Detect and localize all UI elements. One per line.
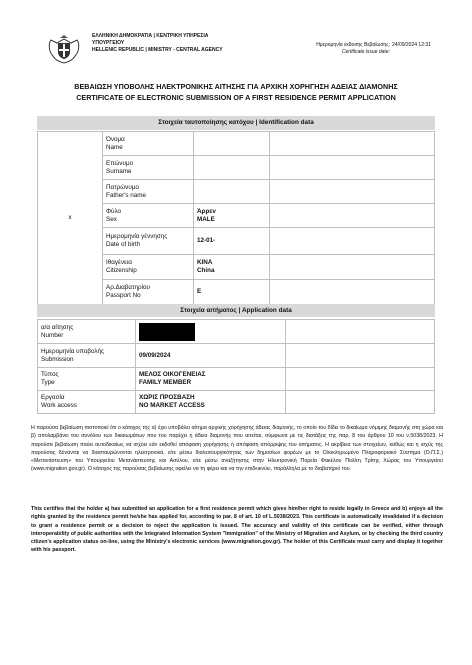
field-value: ΧΩΡΙΣ ΠΡΟΣΒΑΣΗ NO MARKET ACCESS bbox=[136, 391, 286, 414]
ministry-line: ΕΛΛΗΝΙΚΗ ΔΗΜΟΚΡΑΤΙΑ | ΚΕΝΤΡΙΚΗ ΥΠΗΡΕΣΙΑ bbox=[92, 33, 209, 39]
issue-date-block bbox=[272, 42, 462, 56]
field-value: KINA China bbox=[194, 255, 270, 280]
identification-table bbox=[37, 131, 435, 305]
document-title bbox=[10, 81, 462, 103]
issue-date-label-gr: Ημερομηνία έκδοσης Βεβαίωσης: bbox=[316, 42, 390, 48]
field-extra bbox=[270, 156, 435, 180]
field-label: Επώνυμο Surname bbox=[103, 156, 194, 180]
field-extra bbox=[270, 280, 435, 305]
field-extra bbox=[286, 344, 435, 368]
issue-date-label-en: Certificate issue date: bbox=[341, 49, 390, 55]
table-row bbox=[38, 368, 435, 391]
ministry-name bbox=[92, 33, 272, 54]
field-value: ΜΕΛΟΣ ΟΙΚΟΓΕΝΕΙΑΣ FAMILY MEMBER bbox=[136, 368, 286, 391]
field-value: 09/09/2024 bbox=[136, 344, 286, 368]
field-extra bbox=[270, 180, 435, 204]
field-extra bbox=[270, 255, 435, 280]
application-number-value bbox=[136, 320, 286, 344]
application-heading: Στοιχεία αιτήματος | Application data bbox=[37, 304, 435, 317]
identification-heading: Στοιχεία ταυτοποίησης κατόχου | Identification data bbox=[37, 116, 435, 130]
field-label: Πατρώνυμο Father's name bbox=[103, 180, 194, 204]
ministry-line: ΥΠΟΥΡΓΕΙΟΥ bbox=[92, 40, 125, 46]
holder-marker: x bbox=[38, 132, 103, 305]
field-value bbox=[194, 180, 270, 204]
field-value: 12-01- bbox=[194, 228, 270, 255]
field-extra bbox=[270, 204, 435, 228]
field-label: Αρ.Διαβατηρίου Passport No bbox=[103, 280, 194, 305]
field-value: Άρρεν MALE bbox=[194, 204, 270, 228]
table-row bbox=[38, 391, 435, 414]
field-label: Ιθαγένεια Citizenship bbox=[103, 255, 194, 280]
field-label: Ημερομηνία γέννησης Date of birth bbox=[103, 228, 194, 255]
table-row bbox=[38, 132, 435, 156]
field-extra bbox=[270, 132, 435, 156]
field-label: Εργασία Work access bbox=[38, 391, 136, 414]
field-value bbox=[194, 132, 270, 156]
field-label: Όνομα Name bbox=[103, 132, 194, 156]
application-table bbox=[37, 319, 435, 414]
field-label: Ημερομηνία υποβολής Submission bbox=[38, 344, 136, 368]
ministry-line: HELLENIC REPUBLIC | MINISTRY - CENTRAL AGENCY bbox=[92, 47, 223, 53]
greek-emblem-icon bbox=[44, 34, 84, 64]
certification-text-greek: Η παρούσα βεβαίωση πιστοποιεί ότι ο κάτοχος της α) έχει υποβάλει αίτημα αρχικής χορήγησης άδειας διαμονής, το οποίο του δίδει το δικαίωμα νόμιμης διαμονής στη χώρα και β) απολαμβάνει του συνόλου των δικαιωμάτων που του παρέχει η άδεια διαμονής που αιτείται, σύμφωνα με τις διατάξεις της παρ. 8 του άρθρου 10 του ν.5038/2023. Η παρούσα βεβαίωση παύει αυτοδικαίως να ισχύει εάν εκδοθεί απόφαση χορήγησης ή απόφαση απόρριψης του αιτήματος. Η ακρίβεια των στοιχείων, καθώς και η ισχύς της παρούσας δύνανται να διασταυρώνονται ηλεκτρονικά, είτε μέσω διαλειτουργικότητας των δημοσίων φορέων με το Ολοκληρωμένο Πληροφοριακό Σύστημα (Ο.Π.Σ.) «Μετανάστευση» του Υπουργείου Μετανάστευσης και Ασύλου, είτε μέσω αναζήτησης στην Ηλεκτρονική Πορεία Φακέλου Πολίτη Τρίτης Χώρας του Υπουργείου (www.migration.gov.gr). Ο κάτοχος της παρούσας βεβαίωσης οφείλει να τη φέρει και να την επιδεικνύει, παράλληλα με το διαβατήριό του. bbox=[31, 425, 443, 473]
redacted-block bbox=[139, 323, 195, 341]
table-row bbox=[38, 320, 435, 344]
title-greek: ΒΕΒΑΙΩΣΗ ΥΠΟΒΟΛΗΣ ΗΛΕΚΤΡΟΝΙΚΗΣ ΑΙΤΗΣΗΣ ΓΙΑ ΑΡΧΙΚΗ ΧΟΡΗΓΗΣΗ ΑΔΕΙΑΣ ΔΙΑΜΟΝΗΣ bbox=[74, 82, 398, 91]
certification-text-english: This certifies that the holder a) has submitted an application for a first residence permit which gives him/her right to reside legally in Greece and b) enjoys all the rights granted by the residence permit he/she has applied for, according to par. 8 of art. 10 of L.5038/2023. This certificate is automatically invalidated if a decision to grant a residence permit or a decision to reject the application is issued. The accuracy and validity of this certificate can be verified, either through interoperability of public authorities with the Integrated Information System "Immigration" of the Ministry of Migration and Asylum, or by checking the third country citizen's application status on-line, using the Ministry's electronic services (www.migration.gov.gr). The holder of this Certificate must carry and display it together with his passport. bbox=[31, 506, 443, 554]
field-label: Φύλο Sex bbox=[103, 204, 194, 228]
field-extra bbox=[286, 391, 435, 414]
issue-date-value: 24/09/2024 12:31 bbox=[392, 42, 431, 48]
field-label: α/α αίτησης Number bbox=[38, 320, 136, 344]
table-row bbox=[38, 344, 435, 368]
field-extra bbox=[286, 320, 435, 344]
title-english: CERTIFICATE OF ELECTRONIC SUBMISSION OF A FIRST RESIDENCE PERMIT APPLICATION bbox=[76, 93, 396, 102]
field-label: Τύπος Type bbox=[38, 368, 136, 391]
field-extra bbox=[286, 368, 435, 391]
field-value: E bbox=[194, 280, 270, 305]
field-extra bbox=[270, 228, 435, 255]
field-value bbox=[194, 156, 270, 180]
